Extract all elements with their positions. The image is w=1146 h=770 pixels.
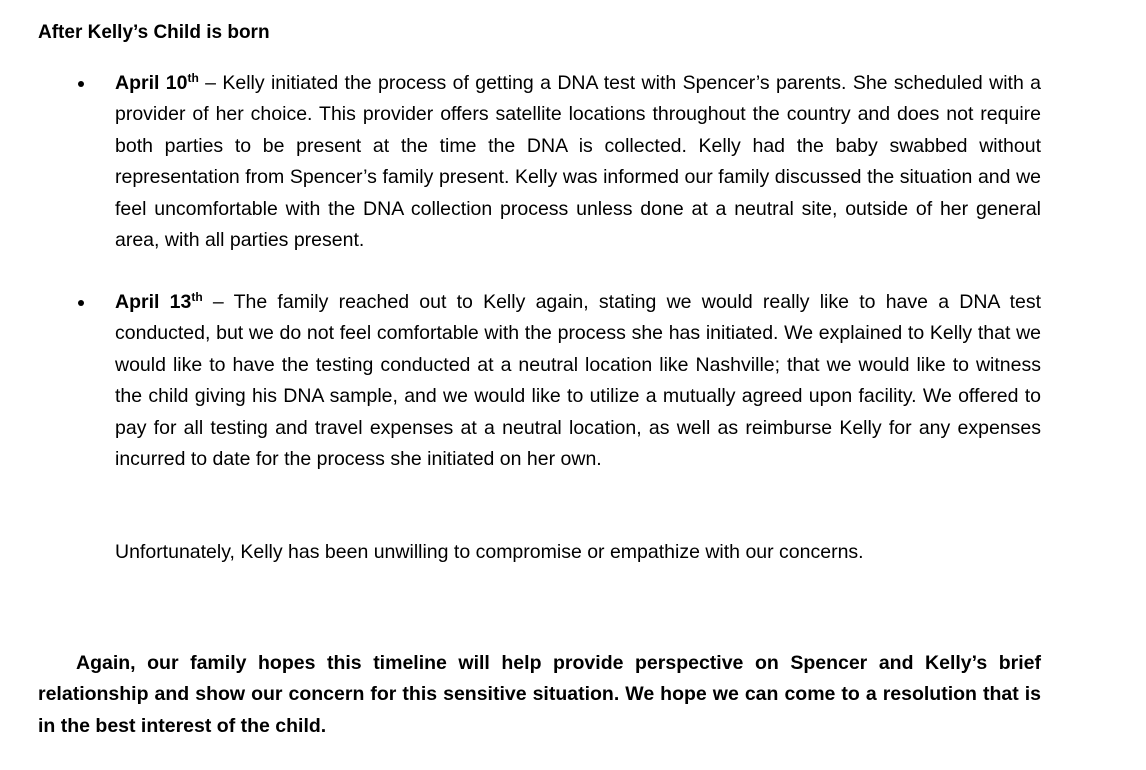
- timeline-entry-text: [115, 287, 1041, 475]
- bullet-icon: [78, 300, 84, 306]
- entry-date-label: April 10: [115, 72, 188, 94]
- bullet-icon: [78, 81, 84, 87]
- section-heading: After Kelly’s Child is born: [38, 22, 270, 43]
- entry-date-suffix: th: [191, 290, 203, 304]
- entry-dash: –: [198, 72, 223, 94]
- closing-paragraph: Again, our family hopes this timeline will help provide perspective on Spencer and Kelly’s brief relationship and show our concern for this sensitive situation. We hope we can come to a resolution that is in the best interest of the child.: [38, 652, 1041, 737]
- entry-dash: –: [202, 291, 234, 313]
- entry-date: [115, 72, 199, 94]
- entry-date-label: April 13: [115, 291, 192, 313]
- timeline-entry-text: [115, 68, 1041, 256]
- entry-date-suffix: th: [187, 71, 199, 85]
- summary-note: Unfortunately, Kelly has been unwilling to compromise or empathize with our concerns.: [115, 541, 864, 563]
- entry-date: [115, 291, 203, 313]
- entry-body: Kelly initiated the process of getting a DNA test with Spencer’s parents. She scheduled with a provider of her choice. This provider offers satellite locations throughout the country and does not require both parties to be present at the time the DNA is collected. Kelly had the baby swabbed without representation from Spencer’s family present. Kelly was informed our family discussed the situation and we feel uncomfortable with the DNA collection process unless done at a neutral site, outside of her general area, with all parties present.: [115, 72, 1041, 252]
- entry-body: The family reached out to Kelly again, stating we would really like to have a DNA test conducted, but we do not feel comfortable with the process she has initiated. We explained to Kelly that we would like to have the testing conducted at a neutral location like Nashville; that we would like to witness the child giving his DNA sample, and we would like to utilize a mutually agreed upon facility. We offered to pay for all testing and travel expenses at a neutral location, as well as reimburse Kelly for any expenses incurred to date for the process she initiated on her own.: [115, 291, 1042, 471]
